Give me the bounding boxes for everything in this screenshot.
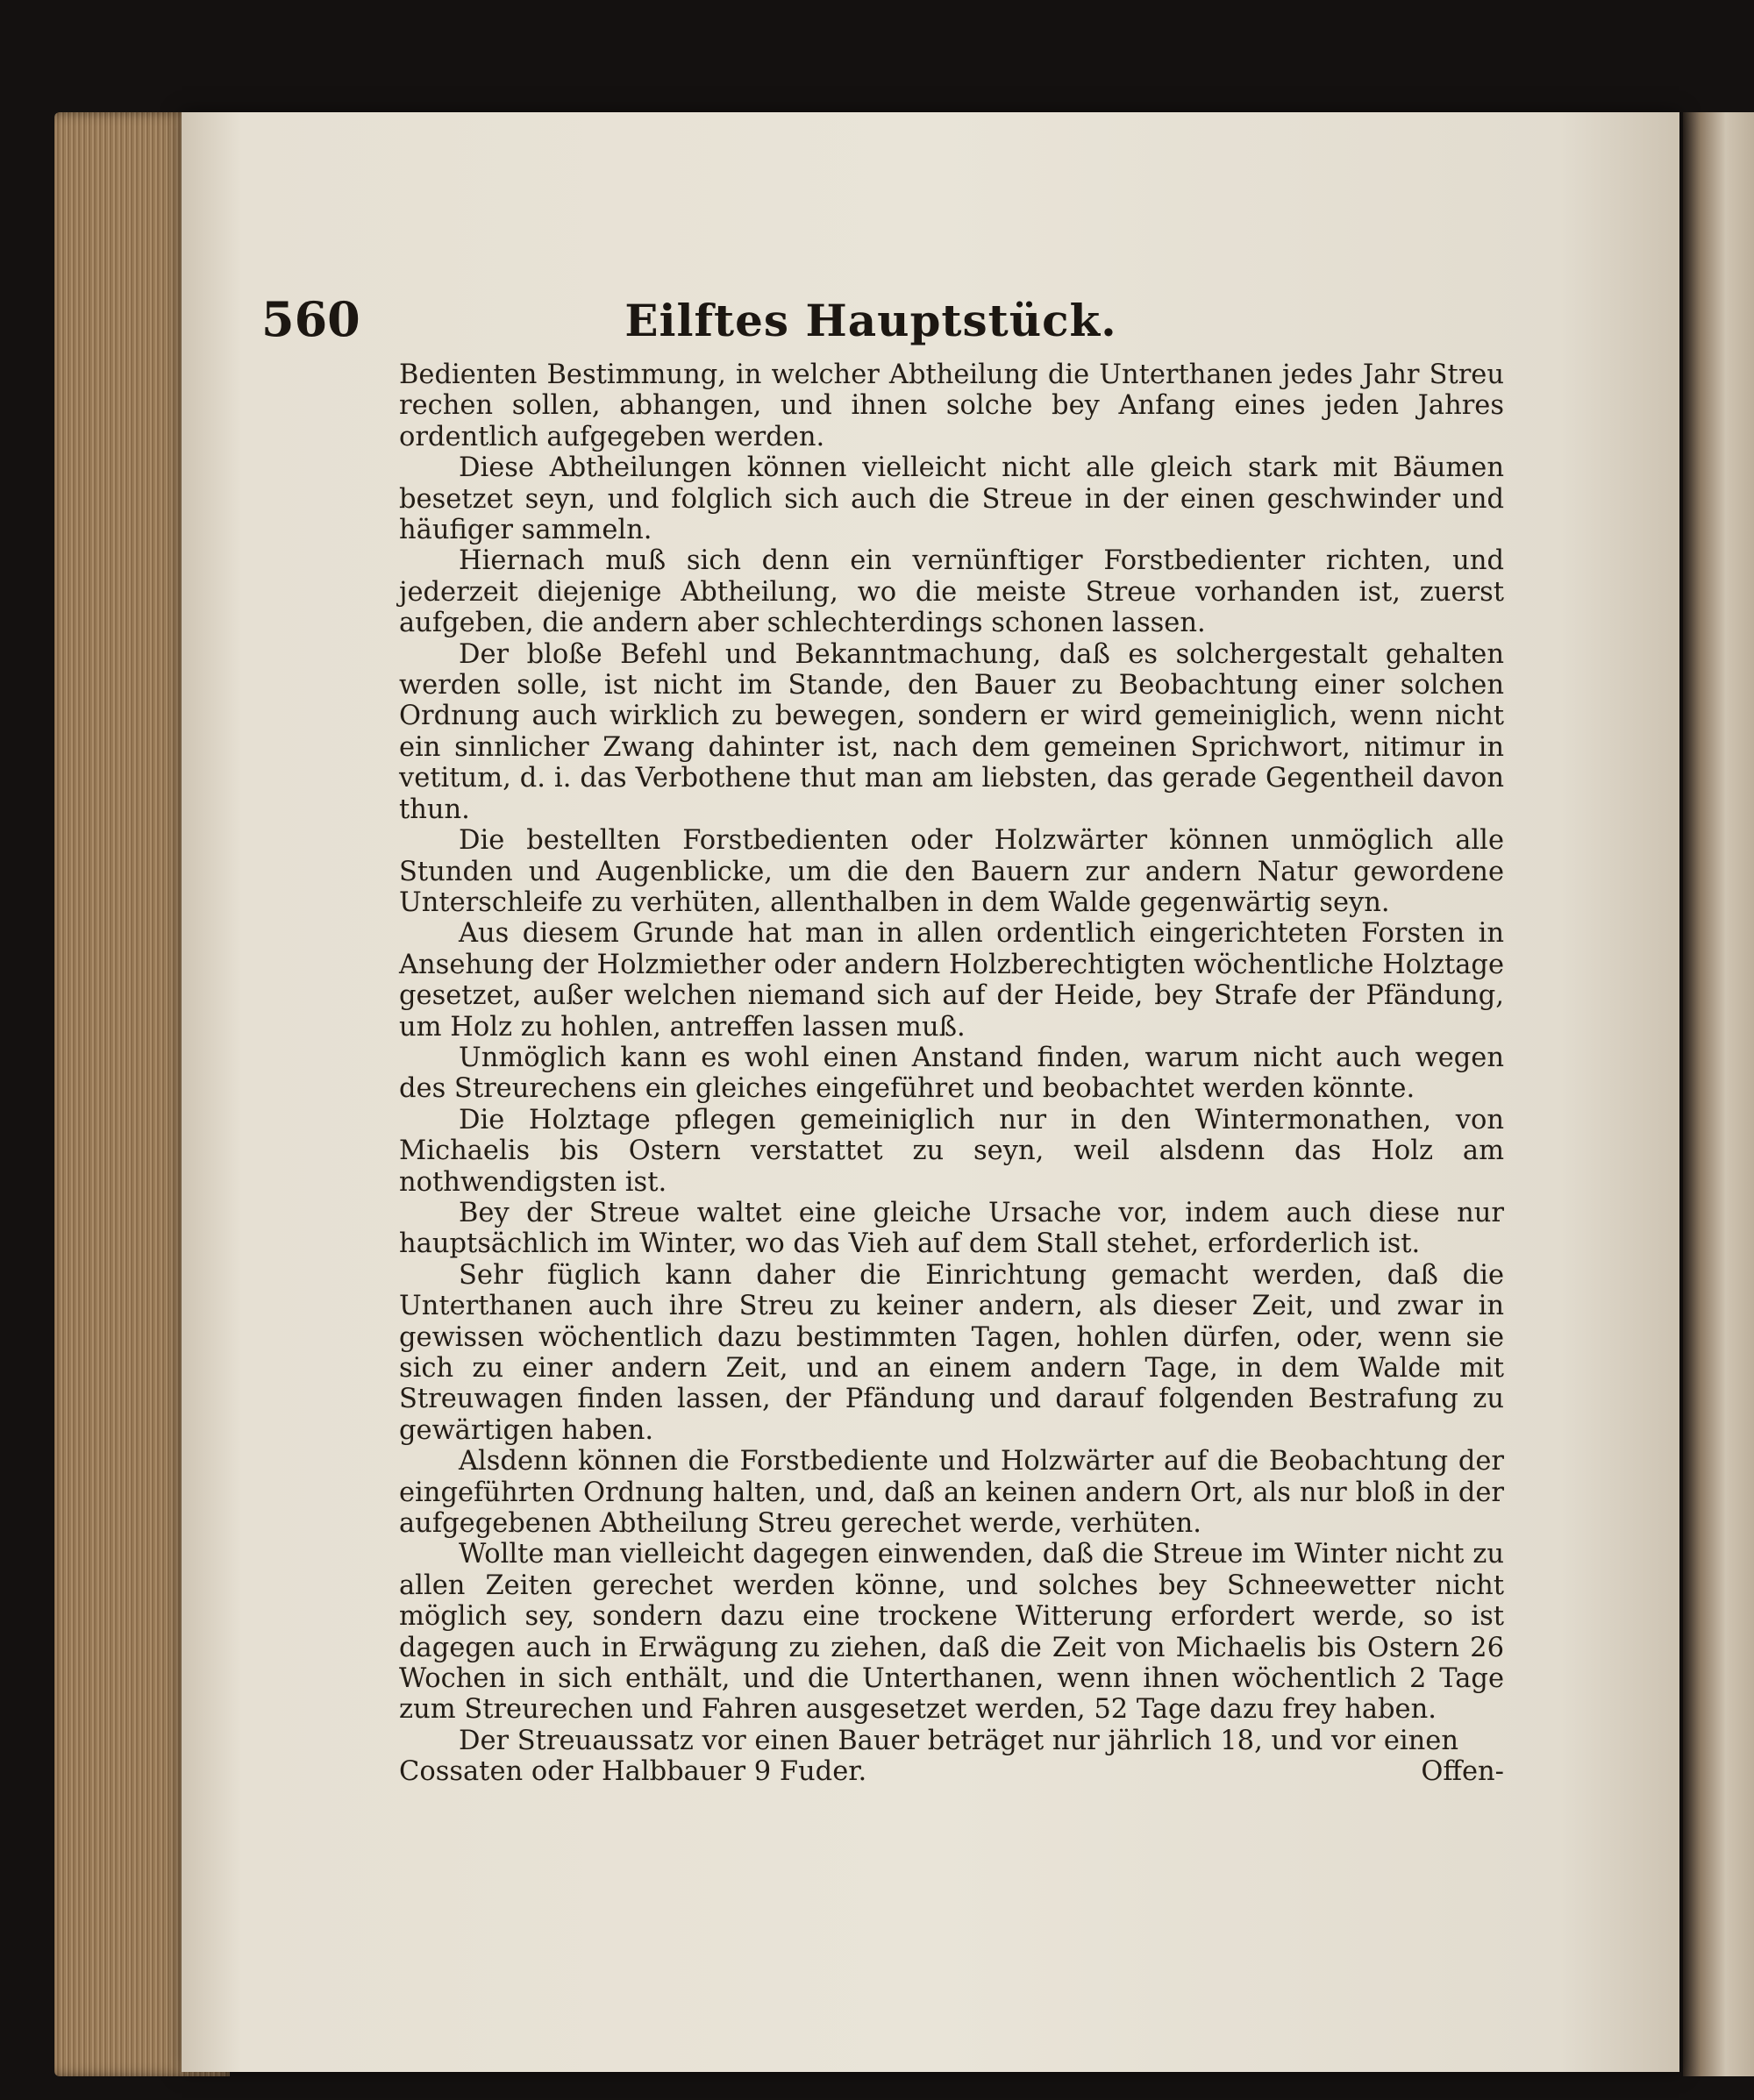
paragraph: Hiernach muß sich denn ein vernünftiger Forstbedienter richten, und jederzeit diejenige Abtheilung, wo die meiste Streue vorhanden ist, zuerst aufgeben, die andern aber schlechterdings schonen lassen. <box>399 545 1504 639</box>
paragraph: Der bloße Befehl und Bekanntmachung, daß es solchergestalt gehalten werden solle, ist nicht im Stande, den Bauer zu Beobachtung einer solchen Ordnung auch wirklich zu bewegen, sondern er wird gemeiniglich, wenn nicht ein sinnlicher Zwang dahinter ist, nach dem gemeinen Sprichwort, nitimur in vetitum, d. i. das Verbothene thut man am liebsten, das gerade Gegentheil davon thun. <box>399 638 1504 825</box>
chapter-title: Eilftes Hauptstück. <box>624 295 1117 346</box>
page-number: 560 <box>261 291 360 347</box>
paragraph: Der Streuaussatz vor einen Bauer beträget nur jährlich 18, und vor einen <box>459 1725 1458 1756</box>
paragraph: Die bestellten Forstbedienten oder Holzwärter können unmöglich alle Stunden und Augenblicke, um die den Bauern zur andern Natur gewordene Unterschleife zu verhüten, allenthalben in dem Walde gegenwärtig seyn. <box>399 825 1504 918</box>
paragraph: Bedienten Bestimmung, in welcher Abtheilung die Unterthanen jedes Jahr Streu rechen sollen, abhangen, und ihnen solche bey Anfang eines jeden Jahres ordentlich aufgegeben werden. <box>399 359 1504 452</box>
catchword: Offen- <box>1421 1756 1504 1788</box>
final-line <box>399 1756 1504 1787</box>
paragraph: Aus diesem Grunde hat man in allen ordentlich eingerichteten Forsten in Ansehung der Holzmiether oder andern Holzberechtigten wöchentliche Holztage gesetzet, außer welchen niemand sich auf der Heide, bey Strafe der Pfändung, um Holz zu hohlen, antreffen lassen muß. <box>399 918 1504 1043</box>
text-block <box>399 359 1504 1787</box>
paragraph: Unmöglich kann es wohl einen Anstand finden, warum nicht auch wegen des Streurechens ein gleiches eingeführet und beobachtet werden könnte. <box>399 1042 1504 1105</box>
final-line-text: Cossaten oder Halbbauer 9 Fuder. <box>399 1756 867 1788</box>
paragraph: Alsdenn können die Forstbediente und Holzwärter auf die Beobachtung der eingeführten Ordnung halten, und, daß an keinen andern Ort, als nur bloß in der aufgegebenen Abtheilung Streu gerechet werde, verhüten. <box>399 1446 1504 1540</box>
paragraph: Sehr füglich kann daher die Einrichtung gemacht werden, daß die Unterthanen auch ihre Streu zu keiner andern, als dieser Zeit, und zwar in gewissen wöchentlich dazu bestimmten Tagen, hohlen dürfen, oder, wenn sie sich zu einer andern Zeit, und an einem andern Tage, in dem Walde mit Streuwagen finden lassen, der Pfändung und darauf folgenden Bestrafung zu gewärtigen haben. <box>399 1259 1504 1446</box>
paragraph: Die Holztage pflegen gemeiniglich nur in den Wintermonathen, von Michaelis bis Ostern verstattet zu seyn, weil alsdenn das Holz am nothwendigsten ist. <box>399 1104 1504 1198</box>
paragraph: Diese Abtheilungen können vielleicht nicht alle gleich stark mit Bäumen besetzet seyn, und folglich sich auch die Streue in der einen geschwinder und häufiger sammeln. <box>399 452 1504 546</box>
paragraph: Wollte man vielleicht dagegen einwenden, daß die Streue im Winter nicht zu allen Zeiten gerechet werden könne, und solches bey Schneewetter nicht möglich sey, sondern dazu eine trockene Witterung erfordert werde, so ist dagegen auch in Erwägung zu ziehen, daß die Zeit von Michaelis bis Ostern 26 Wochen in sich enthält, und die Unterthanen, wenn ihnen wöchentlich 2 Tage zum Streurechen und Fahren ausgesetzet werden, 52 Tage dazu frey haben. <box>399 1539 1504 1726</box>
paragraph: Bey der Streue waltet eine gleiche Ursache vor, indem auch diese nur hauptsächlich im Winter, wo das Vieh auf dem Stall stehet, erforderlich ist. <box>399 1197 1504 1260</box>
running-head <box>261 291 1480 352</box>
next-page-edge <box>1683 112 1754 2076</box>
